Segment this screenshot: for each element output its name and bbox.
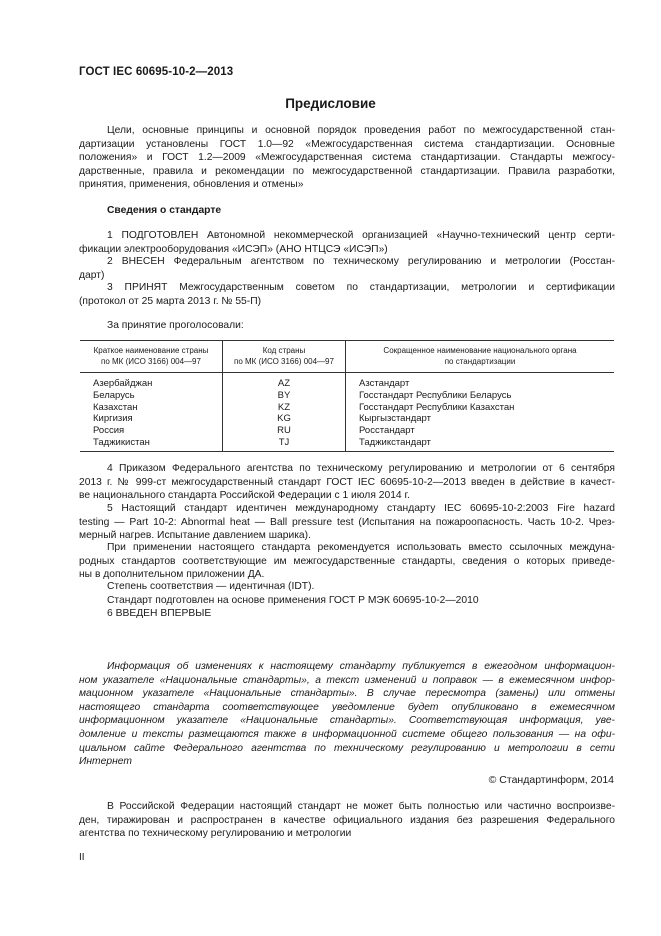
text-line: Цели, основные принципы и основной порядок проведения работ по межгосударственной стан-	[107, 125, 615, 136]
voting-table	[80, 340, 614, 452]
table-row	[80, 390, 614, 402]
text-line: 2 ВНЕСЕН Федеральным агентством по техническому регулированию и метрологии (Росстан-	[107, 256, 615, 267]
text-line: положения» и ГОСТ 1.2—2009 «Межгосударственная система стандартизации. Стандарты межгосу-	[79, 152, 615, 164]
code-cell: BY	[223, 390, 346, 402]
text-line: агентства по техническому регулированию и метрологии	[79, 828, 352, 840]
column-header-country	[80, 341, 223, 373]
column-header-code	[223, 341, 346, 373]
country-cell: Таджикистан	[80, 437, 223, 451]
text-line: домление и тексты размещаются также в информационной системе общего пользования — на офи-	[79, 728, 615, 740]
text-line: Информация об изменениях к настоящему стандарту публикуется в ежегодном информацион-	[107, 661, 615, 672]
intro-paragraph	[79, 124, 615, 192]
text-line: ве национального стандарта Российской Федерации с 1 июля 2014 г.	[79, 490, 410, 502]
header-text: Сокращенное наименование национального органа по стандартизации	[383, 346, 577, 366]
country-cell: Казахстан	[80, 402, 223, 414]
text-line: 2013 г. № 999-ст межгосударственный стандарт ГОСТ IEC 60695-10-2—2013 введен в действие в качест-	[79, 476, 615, 488]
notice-paragraph	[79, 660, 615, 769]
info-heading: Сведения о стандарте	[107, 205, 222, 216]
country-cell: Азербайджан	[80, 373, 223, 390]
text-line: циальном сайте Федерального агентства по техническому регулированию и метрологии в сети	[79, 742, 615, 754]
table-row	[80, 425, 614, 437]
text-line: В Российской Федерации настоящий стандарт не может быть полностью или частично воспроизве-	[107, 801, 615, 812]
basis-statement: Стандарт подготовлен на основе применения ГОСТ Р МЭК 60695-10-2—2010	[107, 595, 479, 606]
text-line: ном указателе «Национальные стандарты», а текст изменений и поправок — в ежемесячном инфор-	[79, 674, 615, 686]
text-line: ден, тиражирован и распространен в качестве официального издания без разрешения Федерального	[79, 814, 615, 826]
text-line: Интернет	[79, 756, 132, 768]
text-line: дартизации установлены ГОСТ 1.0—92 «Межгосударственная система стандартизации. Основные	[79, 138, 615, 150]
item-2	[79, 255, 615, 282]
body-cell: Кыргызстандарт	[359, 413, 431, 425]
table-row	[80, 413, 614, 425]
code-cell: AZ	[223, 373, 346, 390]
text-line: мационном указателе «Национальные стандарты». В случае пересмотра (замены) или отмены	[79, 688, 615, 700]
page-number: II	[79, 852, 85, 863]
table-header-row	[80, 341, 614, 373]
text-line: настоящего стандарта соответствующее уведомление будет опубликовано в ежемесячном	[79, 701, 615, 713]
code-cell: KZ	[223, 402, 346, 414]
country-cell: Беларусь	[80, 390, 223, 402]
country-cell: Россия	[80, 425, 223, 437]
item-1	[79, 229, 615, 256]
text-line: ны в дополнительном приложении ДА.	[79, 569, 265, 581]
body-cell: Госстандарт Республики Беларусь	[359, 389, 512, 401]
page-title: Предисловие	[285, 96, 376, 111]
references-paragraph	[79, 541, 615, 582]
code-cell: KG	[223, 413, 346, 425]
text-line: фикации электрооборудования «ИСЭП» (АНО НТЦСЭ «ИСЭП»)	[79, 243, 388, 255]
body-cell: Госстандарт Республики Казахстан	[359, 401, 515, 413]
body-cell: Таджикстандарт	[346, 437, 615, 451]
copyright-notice: © Стандартинформ, 2014	[488, 774, 614, 786]
code-cell: TJ	[223, 437, 346, 451]
vote-label: За принятие проголосовали:	[107, 320, 244, 331]
code-cell: RU	[223, 425, 346, 437]
item-4	[79, 462, 615, 503]
rights-paragraph	[79, 800, 615, 841]
text-line: дарственные, правила и рекомендации по межгосударственной стандартизации. Правила разработки,	[79, 165, 615, 177]
conformity-degree: Степень соответствия — идентичная (IDT).	[107, 581, 315, 592]
header-text: Краткое наименование страны по МК (ИСО 3166) 004—97	[93, 346, 209, 366]
text-line: 4 Приказом Федерального агентства по техническому регулированию и метрологии от 6 сентября	[107, 463, 615, 474]
table-row	[80, 373, 614, 390]
text-line: 1 ПОДГОТОВЛЕН Автономной некоммерческой организацией «Научно-технический центр серти-	[107, 230, 615, 241]
item-3	[79, 281, 615, 308]
text-line: принятия, применения, обновления и отмены»	[79, 179, 304, 191]
text-line: testing — Part 10-2: Abnormal heat — Ball pressure test (Испытания на пожароопасность. Часть 10-2. Чрез-	[79, 516, 615, 528]
column-header-body	[346, 341, 615, 373]
text-line: 5 Настоящий стандарт идентичен международному стандарту IEC 60695-10-2:2003 Fire hazard	[107, 503, 615, 514]
body-cell: Росстандарт	[359, 425, 415, 437]
item-6: 6 ВВЕДЕН ВПЕРВЫЕ	[107, 608, 212, 619]
text-line: информационном указателе «Национальные стандарты». Соответствующая информация, уве-	[79, 715, 615, 727]
text-line: При применении настоящего стандарта рекомендуется использовать вместо ссылочных междуна-	[107, 542, 615, 553]
text-line: 3 ПРИНЯТ Межгосударственным советом по стандартизации, метрологии и сертификации	[107, 282, 615, 293]
table-row	[80, 402, 614, 414]
text-line: родных стандартов соответствующие им межгосударственные стандарты, сведения о которых приведе-	[79, 555, 615, 567]
body-cell: Азстандарт	[359, 378, 410, 389]
table-row	[80, 437, 614, 451]
text-line: (протокол от 25 марта 2013 г. № 55-П)	[79, 295, 262, 307]
country-cell: Киргизия	[80, 413, 223, 425]
item-5	[79, 502, 615, 543]
text-line: мерный нагрев. Испытание давлением шарика).	[79, 530, 311, 542]
header-text: Код страны по МК (ИСО 3166) 004—97	[234, 346, 334, 366]
document-header: ГОСТ IEC 60695-10-2—2013	[79, 66, 234, 78]
text-line: дарт)	[79, 269, 105, 281]
